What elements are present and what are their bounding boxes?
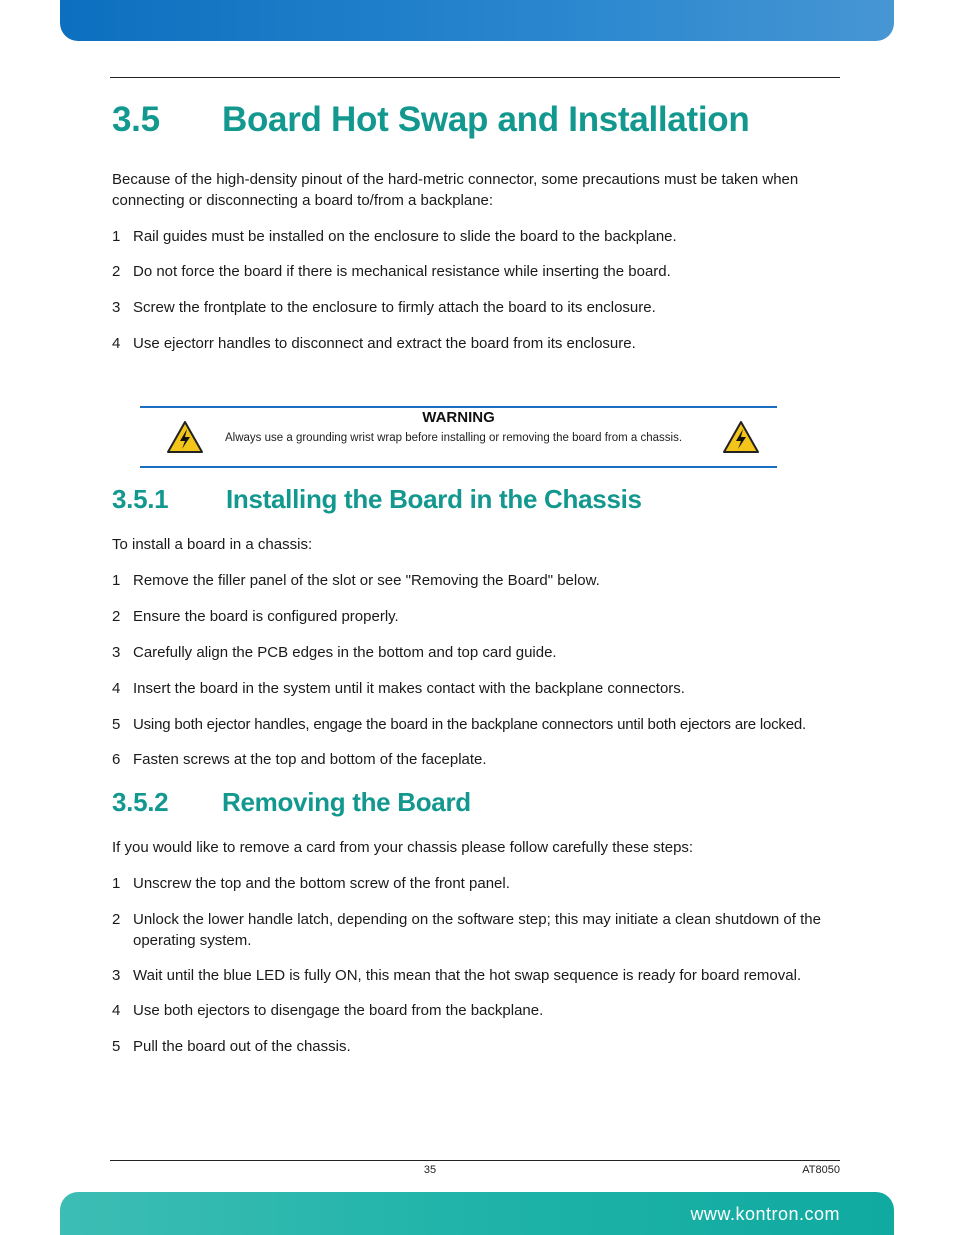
step-text: Remove the filler panel of the slot or see "Removing the Board" below. bbox=[133, 572, 600, 589]
footer-rule bbox=[110, 1160, 840, 1161]
step-text: Do not force the board if there is mechanical resistance while inserting the board. bbox=[133, 263, 671, 280]
document-code: AT8050 bbox=[802, 1164, 840, 1176]
list-item bbox=[112, 873, 842, 894]
subsection-title: Removing the Board bbox=[222, 787, 471, 817]
list-item bbox=[112, 1000, 842, 1021]
header-banner bbox=[60, 0, 894, 41]
step-text: Wait until the blue LED is fully ON, this mean that the hot swap sequence is ready for board removal. bbox=[133, 967, 802, 984]
step-text: Fasten screws at the top and bottom of the faceplate. bbox=[133, 751, 487, 768]
step-number: 2 bbox=[112, 911, 121, 928]
step-number: 6 bbox=[112, 751, 121, 768]
step-text: Use ejectorr handles to disconnect and extract the board from its enclosure. bbox=[133, 335, 636, 352]
subsection-heading-removing bbox=[112, 787, 471, 818]
list-item bbox=[112, 333, 842, 354]
step-number: 2 bbox=[112, 263, 121, 280]
step-number: 5 bbox=[112, 1038, 121, 1055]
list-item bbox=[112, 714, 842, 735]
step-number: 4 bbox=[112, 680, 121, 697]
list-item bbox=[112, 1036, 842, 1057]
page-number: 35 bbox=[423, 1164, 437, 1176]
subsection-title: Installing the Board in the Chassis bbox=[226, 484, 642, 514]
section-intro: Because of the high-density pinout of the hard-metric connector, some precautions must be taken when connecting or disconnecting a board to/from a backplane: bbox=[112, 171, 799, 209]
warning-title: WARNING bbox=[422, 409, 495, 426]
step-number: 3 bbox=[112, 644, 121, 661]
step-number: 1 bbox=[112, 228, 121, 245]
step-number: 2 bbox=[112, 608, 121, 625]
warning-text: Always use a grounding wrist wrap before installing or removing the board from a chassis. bbox=[225, 432, 683, 444]
list-item bbox=[112, 909, 842, 951]
step-text: Pull the board out of the chassis. bbox=[133, 1038, 351, 1055]
step-number: 3 bbox=[112, 967, 121, 984]
high-voltage-warning-icon bbox=[722, 420, 760, 454]
website-link[interactable]: www.kontron.com bbox=[690, 1204, 840, 1224]
step-number: 4 bbox=[112, 1002, 121, 1019]
list-item bbox=[112, 749, 842, 770]
step-text: Using both ejector handles, engage the board in the backplane connectors until both ejectors are locked. bbox=[133, 716, 806, 733]
section-number: 3.5 bbox=[112, 100, 160, 139]
step-text: Use both ejectors to disengage the board from the backplane. bbox=[133, 1002, 544, 1019]
step-text: Carefully align the PCB edges in the bottom and top card guide. bbox=[133, 644, 557, 661]
header-rule bbox=[110, 77, 840, 78]
removing-intro: If you would like to remove a card from your chassis please follow carefully these steps: bbox=[112, 839, 694, 856]
subsection-number: 3.5.2 bbox=[112, 787, 169, 817]
step-text: Screw the frontplate to the enclosure to firmly attach the board to its enclosure. bbox=[133, 299, 656, 316]
step-number: 3 bbox=[112, 299, 121, 316]
list-item bbox=[112, 965, 842, 986]
step-text: Insert the board in the system until it makes contact with the backplane connectors. bbox=[133, 680, 685, 697]
step-text: Ensure the board is configured properly. bbox=[133, 608, 399, 625]
list-item bbox=[112, 297, 842, 318]
step-number: 5 bbox=[112, 716, 121, 733]
list-item bbox=[112, 261, 842, 282]
installing-intro: To install a board in a chassis: bbox=[112, 536, 313, 553]
footer-banner bbox=[60, 1192, 894, 1235]
list-item bbox=[112, 570, 842, 591]
subsection-heading-installing bbox=[112, 484, 642, 515]
list-item bbox=[112, 606, 842, 627]
list-item bbox=[112, 226, 842, 247]
step-text: Unlock the lower handle latch, depending on the software step; this may initiate a clean shutdown of the operating system. bbox=[133, 911, 821, 949]
step-text: Rail guides must be installed on the enclosure to slide the board to the backplane. bbox=[133, 228, 677, 245]
step-number: 4 bbox=[112, 335, 121, 352]
step-number: 1 bbox=[112, 875, 121, 892]
step-text: Unscrew the top and the bottom screw of the front panel. bbox=[133, 875, 510, 892]
list-item bbox=[112, 678, 842, 699]
warning-box bbox=[140, 406, 777, 468]
list-item bbox=[112, 642, 842, 663]
subsection-number: 3.5.1 bbox=[112, 484, 169, 514]
step-number: 1 bbox=[112, 572, 121, 589]
section-title: Board Hot Swap and Installation bbox=[222, 100, 750, 139]
section-heading bbox=[112, 100, 749, 140]
